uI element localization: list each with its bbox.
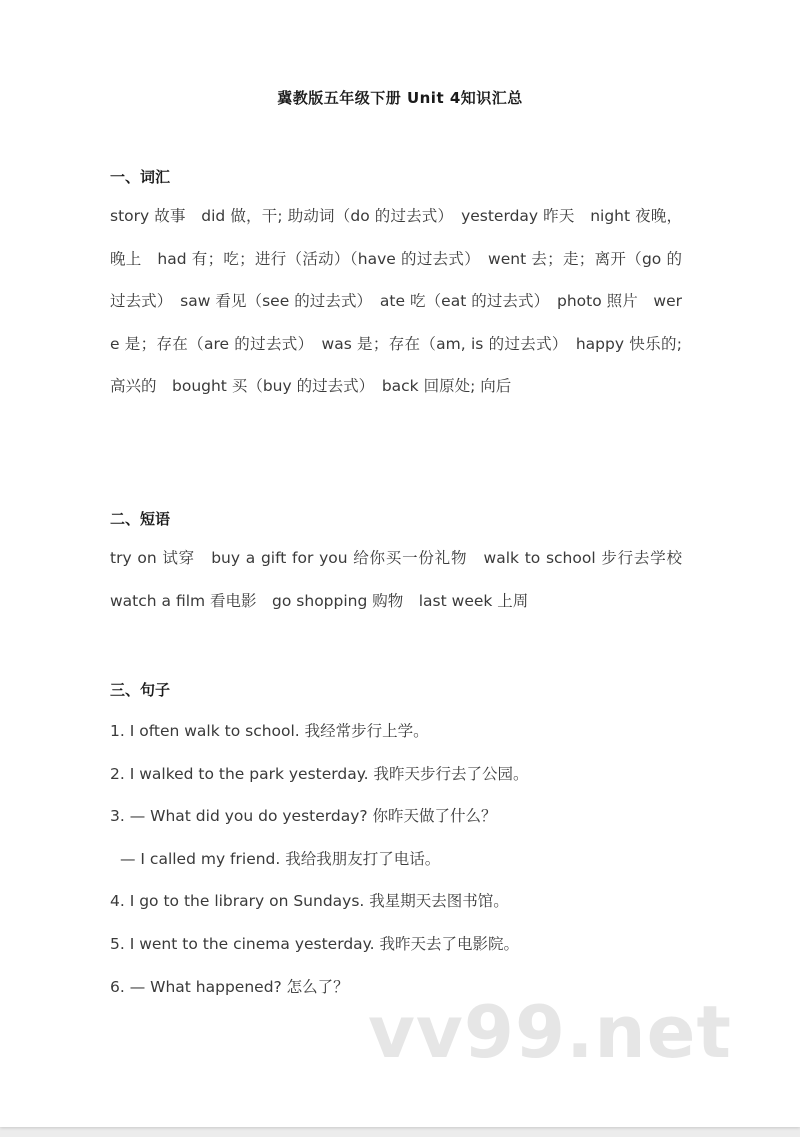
phrases-paragraph: try on 试穿 buy a gift for you 给你买一份礼物 walk to school 步行去学校 watch a film 看电影 go shopping 购物 last week 上周 <box>110 549 698 610</box>
vocab-paragraph: story 故事 did 做，干; 助动词（do 的过去式） yesterday 昨天 night 夜晚，晚上 had 有；吃；进行（活动）（have 的过去式） went 去；走；离开（go 的过去式） saw 看见（see 的过去式） ate 吃（eat 的过去式） photo 照片 were 是；存在（are 的过去式） was 是；存在（am, is 的过去式） happy 快乐的; 高兴的 bought 买（buy 的过去式） back 回原处; 向后 <box>110 207 682 396</box>
watermark: vv99.net <box>368 990 732 1074</box>
sentence-item: 3. — What did you do yesterday? 你昨天做了什么？ <box>110 807 497 825</box>
page-title: 冀教版五年级下册 Unit 4知识汇总 <box>277 89 523 107</box>
sentence-item: 1. I often walk to school. 我经常步行上学。 <box>110 722 429 740</box>
sentence-item: 5. I went to the cinema yesterday. 我昨天去了电影院。 <box>110 935 519 953</box>
section-heading-sentences: 三、句子 <box>110 681 171 699</box>
sentence-item: — I called my friend. 我给我朋友打了电话。 <box>120 850 441 868</box>
sentence-item: 4. I go to the library on Sundays. 我星期天去图书馆。 <box>110 892 509 910</box>
sentence-item: 2. I walked to the park yesterday. 我昨天步行去了公园。 <box>110 765 529 783</box>
section-heading-phrases: 二、短语 <box>110 510 171 528</box>
section-heading-vocab: 一、词汇 <box>110 168 171 186</box>
sentence-item: 6. — What happened? 怎么了？ <box>110 978 349 996</box>
